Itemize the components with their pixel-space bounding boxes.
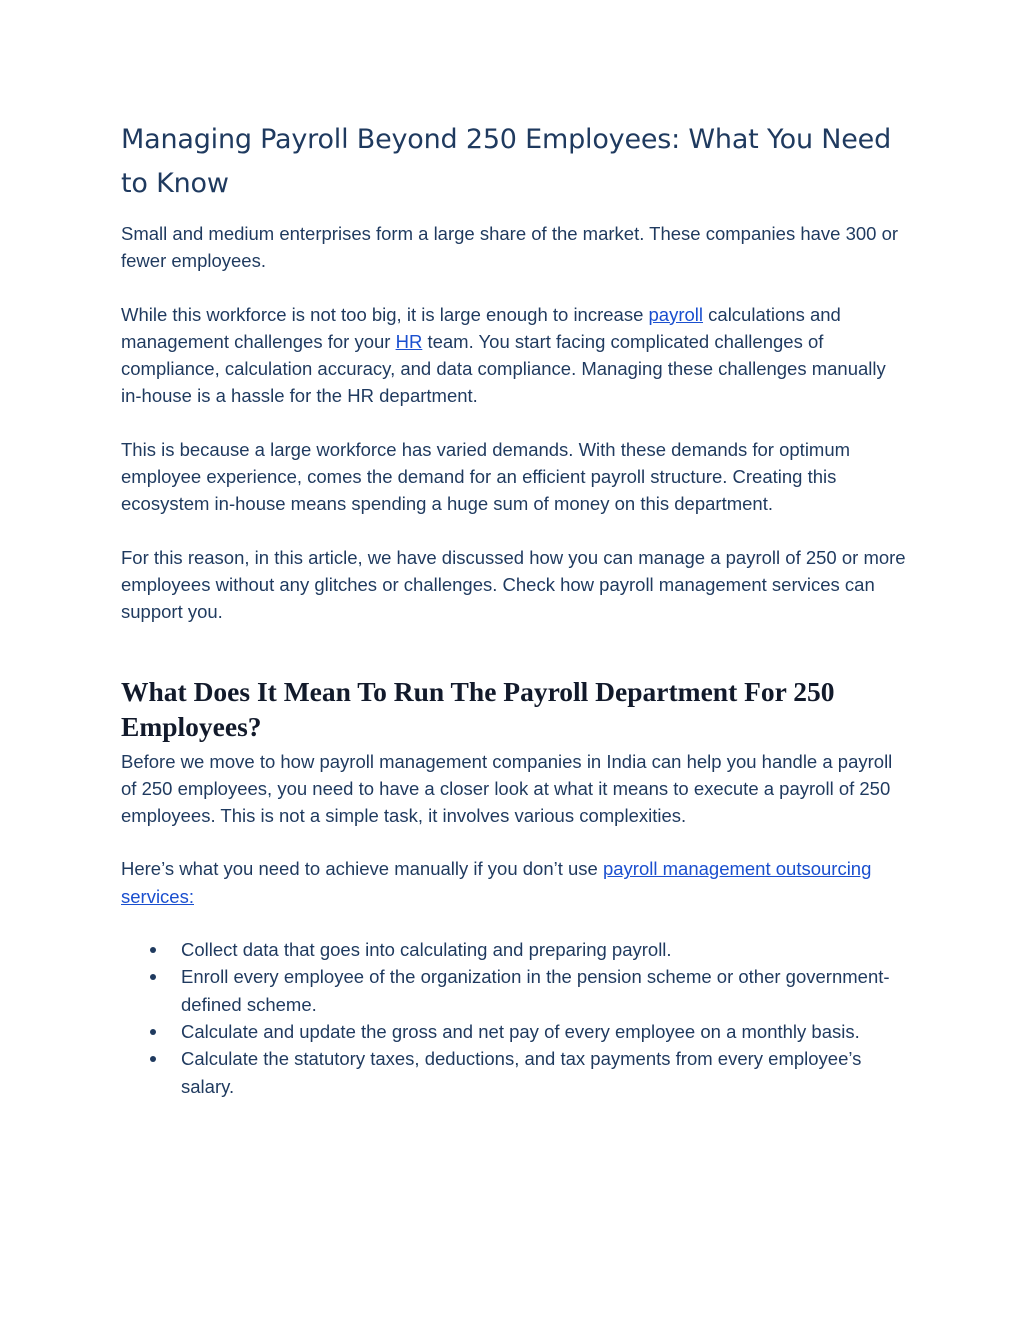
list-item — [181, 963, 911, 1018]
workforce-text-3: team. You start facing complicated challenges of compliance, calculation accuracy, and data compliance. Managing these challenges manually in-house is a hassle for the HR department. — [121, 330, 886, 407]
article-title: Managing Payroll Beyond 250 Employees: What You Need to Know — [121, 124, 892, 199]
hr-link[interactable]: HR — [395, 330, 423, 352]
workforce-paragraph — [121, 301, 911, 410]
bullet-icon — [150, 1056, 156, 1062]
payroll-link[interactable]: payroll — [648, 303, 704, 325]
document-page — [121, 118, 911, 1100]
section-heading: What Does It Mean To Run The Payroll Department For 250 Employees? — [121, 675, 835, 742]
intro-paragraph: Small and medium enterprises form a large share of the market. These companies have 300 or fewer employees. — [121, 223, 899, 272]
list-item — [181, 1018, 911, 1045]
demands-paragraph: This is because a large workforce has varied demands. With these demands for optimum employee experience, comes the demand for an efficient payroll structure. Creating this ecosystem in-house means spending a huge sum of money on this department. — [121, 438, 851, 515]
workforce-text-1: While this workforce is not too big, it is large enough to increase — [121, 303, 649, 325]
outsourcing-paragraph — [121, 855, 911, 910]
bullet-icon — [150, 947, 156, 953]
bullet-icon — [150, 974, 156, 980]
list-item-text: Calculate and update the gross and net pay of every employee on a monthly basis. — [181, 1020, 860, 1042]
list-item-text: Enroll every employee of the organization in the pension scheme or other government-defined scheme. — [181, 966, 890, 1015]
reason-paragraph: For this reason, in this article, we have discussed how you can manage a payroll of 250 or more employees without any glitches or challenges. Check how payroll management services can support you. — [121, 546, 906, 623]
bullet-icon — [150, 1029, 156, 1035]
payroll-outsourcing-link[interactable]: payroll management outsourcing services: — [121, 858, 872, 907]
complexity-paragraph: Before we move to how payroll management companies in India can help you handle a payroll of 250 employees, you need to have a closer look at what it means to execute a payroll of 250 employees. This is not a simple task, it involves various complexities. — [121, 750, 893, 827]
list-item — [181, 1045, 911, 1100]
workforce-text-2: calculations and management challenges for your — [121, 303, 841, 352]
list-item-text: Collect data that goes into calculating and preparing payroll. — [181, 939, 672, 961]
outsourcing-text: Here’s what you need to achieve manually if you don’t use — [121, 858, 603, 880]
task-list — [121, 936, 911, 1100]
list-item — [181, 936, 911, 963]
list-item-text: Calculate the statutory taxes, deductions, and tax payments from every employee’s salary. — [181, 1048, 862, 1097]
